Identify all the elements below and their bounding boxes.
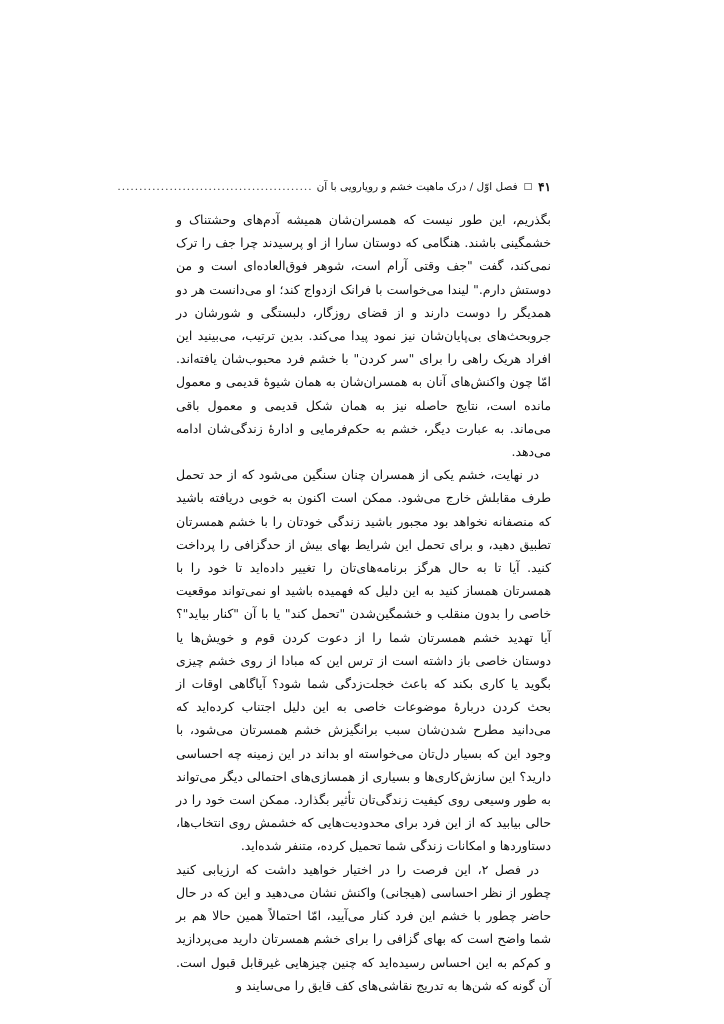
page-number: ۴۱ <box>538 180 551 194</box>
leader-dots: ............................................. <box>117 181 313 193</box>
paragraph-3: در فصل ۲، این فرصت را در اختیار خواهید داشت که ارزیابی کنید چطور از نظر احساسی (هیجانی) واکنش نشان می‌دهید و این که در حال حاضر چطور با خشم این فرد کنار می‌آیید، امّا احتمالاً همین حالا هم بر شما واضح است که بهای گزافی را برای خشم همسرتان دارید می‌پردازید و کم‌کم به این احساس رسیده‌اید که چنین چیزهایی غیرقابل قبول است. آن گونه که شن‌ها به تدریج نقاشی‌های کف قایق را می‌سایند و <box>176 861 551 993</box>
separator-square-icon: □ <box>523 182 533 192</box>
body-text <box>176 208 551 997</box>
paragraph-1: بگذریم، این طور نیست که همسران‌شان همیشه آدم‌های وحشتناک و خشمگینی باشند. هنگامی که دوستان سارا از او پرسیدند چرا جف را ترک نمی‌کند، گفت "جف وقتی آرام است، شوهر فوق‌العاده‌ای است و من دوستش دارم." لیندا می‌خواست با فرانک ازدواج کند؛ او می‌دانست هر دو همدیگر را دوست دارند و از قضای روزگار، دلبستگی و شورشان در جروبحث‌های بی‌پایان‌شان نیز نمود پیدا می‌کند. بدین ترتیب، می‌بینید این افراد هریک راهی را برای "سر کردن" با خشم فرد محبوب‌شان یافته‌اند. امّا چون واکنش‌های آنان به همسران‌شان به همان شیوهٔ قدیمی و معمول مانده است، نتایج حاصله نیز به همان شکل قدیمی و معمول باقی می‌ماند. به عبارت دیگر، خشم به حکم‌فرمایی و ادارهٔ زندگی‌شان ادامه می‌دهد. <box>176 212 551 460</box>
running-header <box>117 178 551 196</box>
paragraph-2: در نهایت، خشم یکی از همسران چنان سنگین می‌شود که از حد تحمل طرف مقابلش خارج می‌شود. ممکن است اکنون به خوبی دریافته باشید که منصفانه نخواهد بود مجبور باشید زندگی خودتان را با خشم همسرتان تطبیق دهید، و برای تحمل این شرایط بهای بیش از حدگزافی را پرداخت کنید. آیا تا به حال هرگز برنامه‌های‌تان را تغییر داده‌اید تا خود را با همسرتان همساز کنید به این دلیل که فهمیده باشید او نمی‌تواند موقعیت خاصی را بدون منقلب و خشمگین‌شدن "تحمل کند" یا با آن "کنار بیاید"؟ آیا تهدید خشم همسرتان شما را از دعوت کردن قوم و خویش‌ها یا دوستان خاصی باز داشته است از ترس این که مبادا از روی خشم چیزی بگوید یا کاری بکند که باعث خجلت‌زدگی شما شود؟ آیاگاهی اوقات از بحث کردن دربارهٔ موضوعات خاصی به این دلیل اجتناب کرده‌اید که می‌دانید مطرح شدن‌شان سبب برانگیزش خشم همسرتان می‌شود، با وجود این که بسیار دل‌تان می‌خواسته او بداند در این زمینه چه احساسی دارید؟ این سازش‌کاری‌ها و بسیاری از همسازی‌های احتمالی دیگر می‌تواند به طور وسیعی روی کیفیت زندگی‌تان تأثیر بگذارد. ممکن است خود را در حالی بیابید که از این فرد برای محدودیت‌هایی که خشمش روی انتخاب‌ها، دستاوردها و امکانات زندگی شما تحمیل کرده، متنفر شده‌اید. <box>176 467 551 854</box>
chapter-title: فصل اوّل / درک ماهیت خشم و رویارویی با آن <box>316 181 518 193</box>
